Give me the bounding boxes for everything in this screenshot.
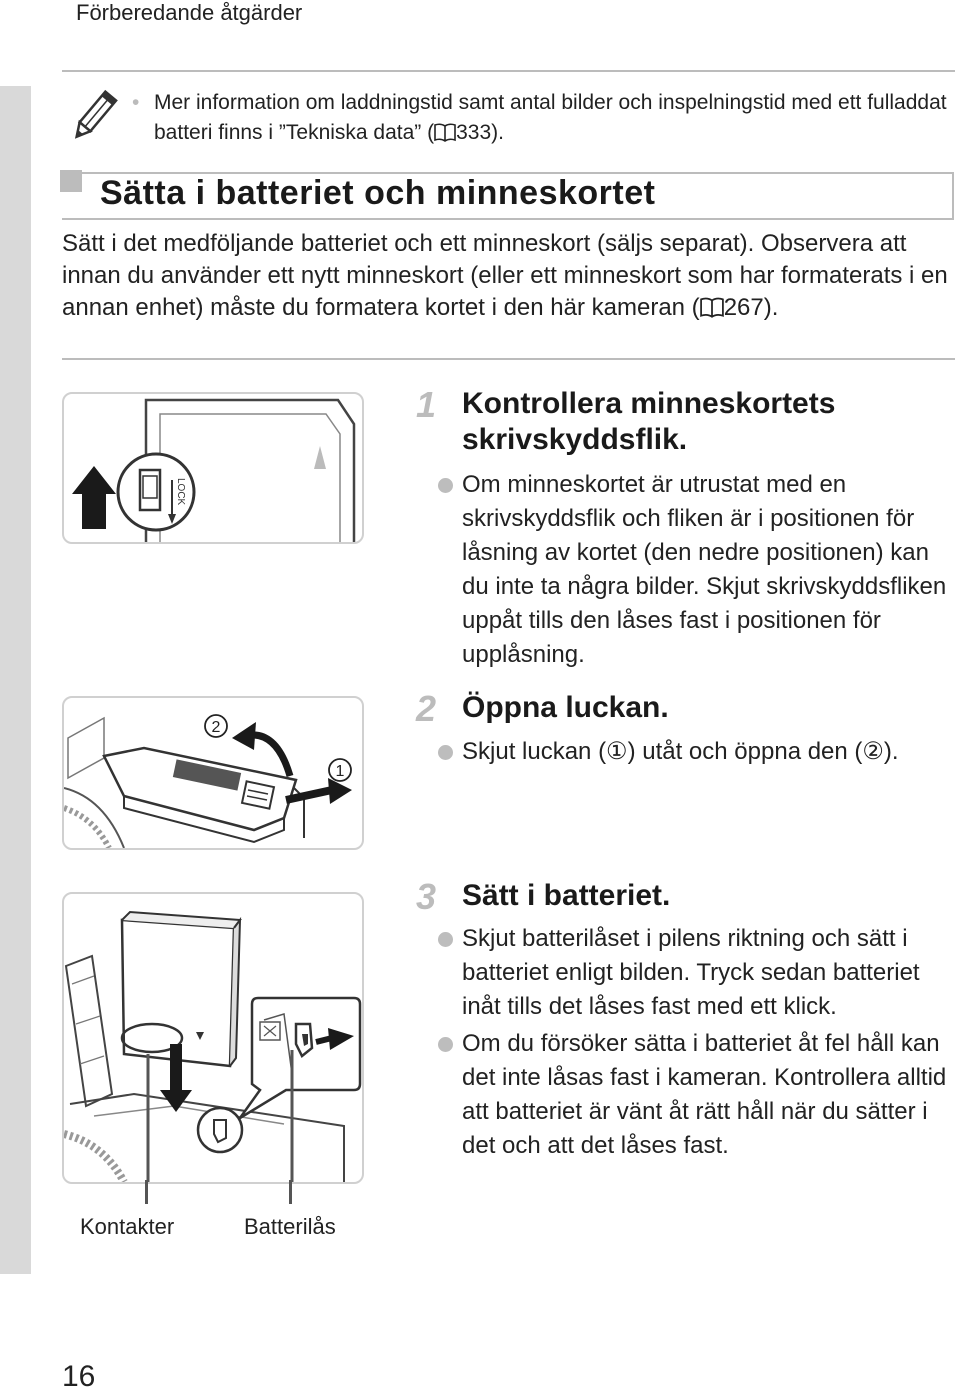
step-3-bullet-2 — [438, 1037, 453, 1052]
label-contacts: Kontakter — [80, 1214, 175, 1239]
header-divider — [62, 70, 955, 72]
step-1-text: Om minneskortet är utrustat med en skrivskyddsflik och fliken är i positionen för låsning av kortet (den nedre positionen) kan du inte ta några bilder. Skjut skrivskyddsfliken uppåt tills den låses fast i positionen för upplåsning. — [462, 471, 947, 668]
step-2-bullet — [438, 745, 453, 760]
callout-line-lock — [289, 1180, 292, 1204]
intro-divider — [62, 358, 955, 360]
note-text-before: Mer information om laddningstid samt antal bilder och inspelningstid med ett fulladdat batteri finns i ”Tekniska data” ( — [154, 91, 947, 144]
intro-paragraph — [62, 228, 952, 324]
step-3-text-1: Skjut batterilåset i pilens riktning och sätt i batteriet enligt bilden. Tryck sedan batteriet inåt tills det låses fast med ett klick. — [462, 925, 920, 1020]
step-2-title: Öppna luckan. — [462, 691, 669, 724]
battery-illustration — [64, 894, 362, 1182]
side-margin-bar — [0, 86, 31, 1274]
step-3-title: Sätt i batteriet. — [462, 879, 671, 912]
pencil-icon — [70, 88, 118, 144]
note-text-after: ). — [491, 121, 504, 144]
intro-text-after: ). — [763, 294, 779, 321]
marker-1: 1 — [335, 763, 345, 780]
lock-label: LOCK — [175, 478, 186, 506]
note-text — [132, 88, 954, 148]
step-3-text-2: Om du försöker sätta i batteriet åt fel håll kan det inte låsas fast i kameran. Kontrollera alltid att batteriet är vänt åt rätt håll när du sätter i det och att det låses fast. — [462, 1030, 947, 1159]
marker-2: 2 — [211, 719, 221, 736]
step-3-bullet-1 — [438, 932, 453, 947]
note-ref: 333 — [456, 121, 492, 144]
section-title: Sätta i batteriet och minneskortet — [100, 174, 656, 212]
callout-line-contacts — [145, 1180, 148, 1204]
note-bullet: • — [132, 91, 140, 114]
figure-memory-card — [62, 392, 364, 544]
step-3-number: 3 — [416, 876, 437, 917]
book-icon — [434, 122, 456, 142]
book-icon — [700, 296, 724, 318]
running-header: Förberedande åtgärder — [76, 0, 303, 25]
figure-open-cover — [62, 696, 364, 850]
cover-illustration — [64, 698, 362, 848]
label-battery-lock: Batterilås — [244, 1214, 336, 1239]
step-1-title: Kontrollera minneskortets skrivskyddsflik. — [462, 387, 836, 456]
intro-text-before: Sätt i det medföljande batteriet och ett minneskort (säljs separat). Observera att innan du använder ett nytt minneskort (eller ett minneskort som har formaterats i en annan enhet) måste du formatera kortet i den här kameran ( — [62, 230, 948, 321]
step-2-number: 2 — [416, 688, 437, 729]
intro-ref: 267 — [723, 294, 764, 321]
section-marker — [60, 170, 82, 192]
step-2-text: Skjut luckan (①) utåt och öppna den (②). — [462, 738, 899, 765]
step-1-bullet — [438, 478, 453, 493]
figure-insert-battery — [62, 892, 364, 1184]
step-1-number: 1 — [416, 384, 437, 425]
memory-card-illustration — [64, 394, 362, 542]
page-number: 16 — [62, 1360, 96, 1393]
